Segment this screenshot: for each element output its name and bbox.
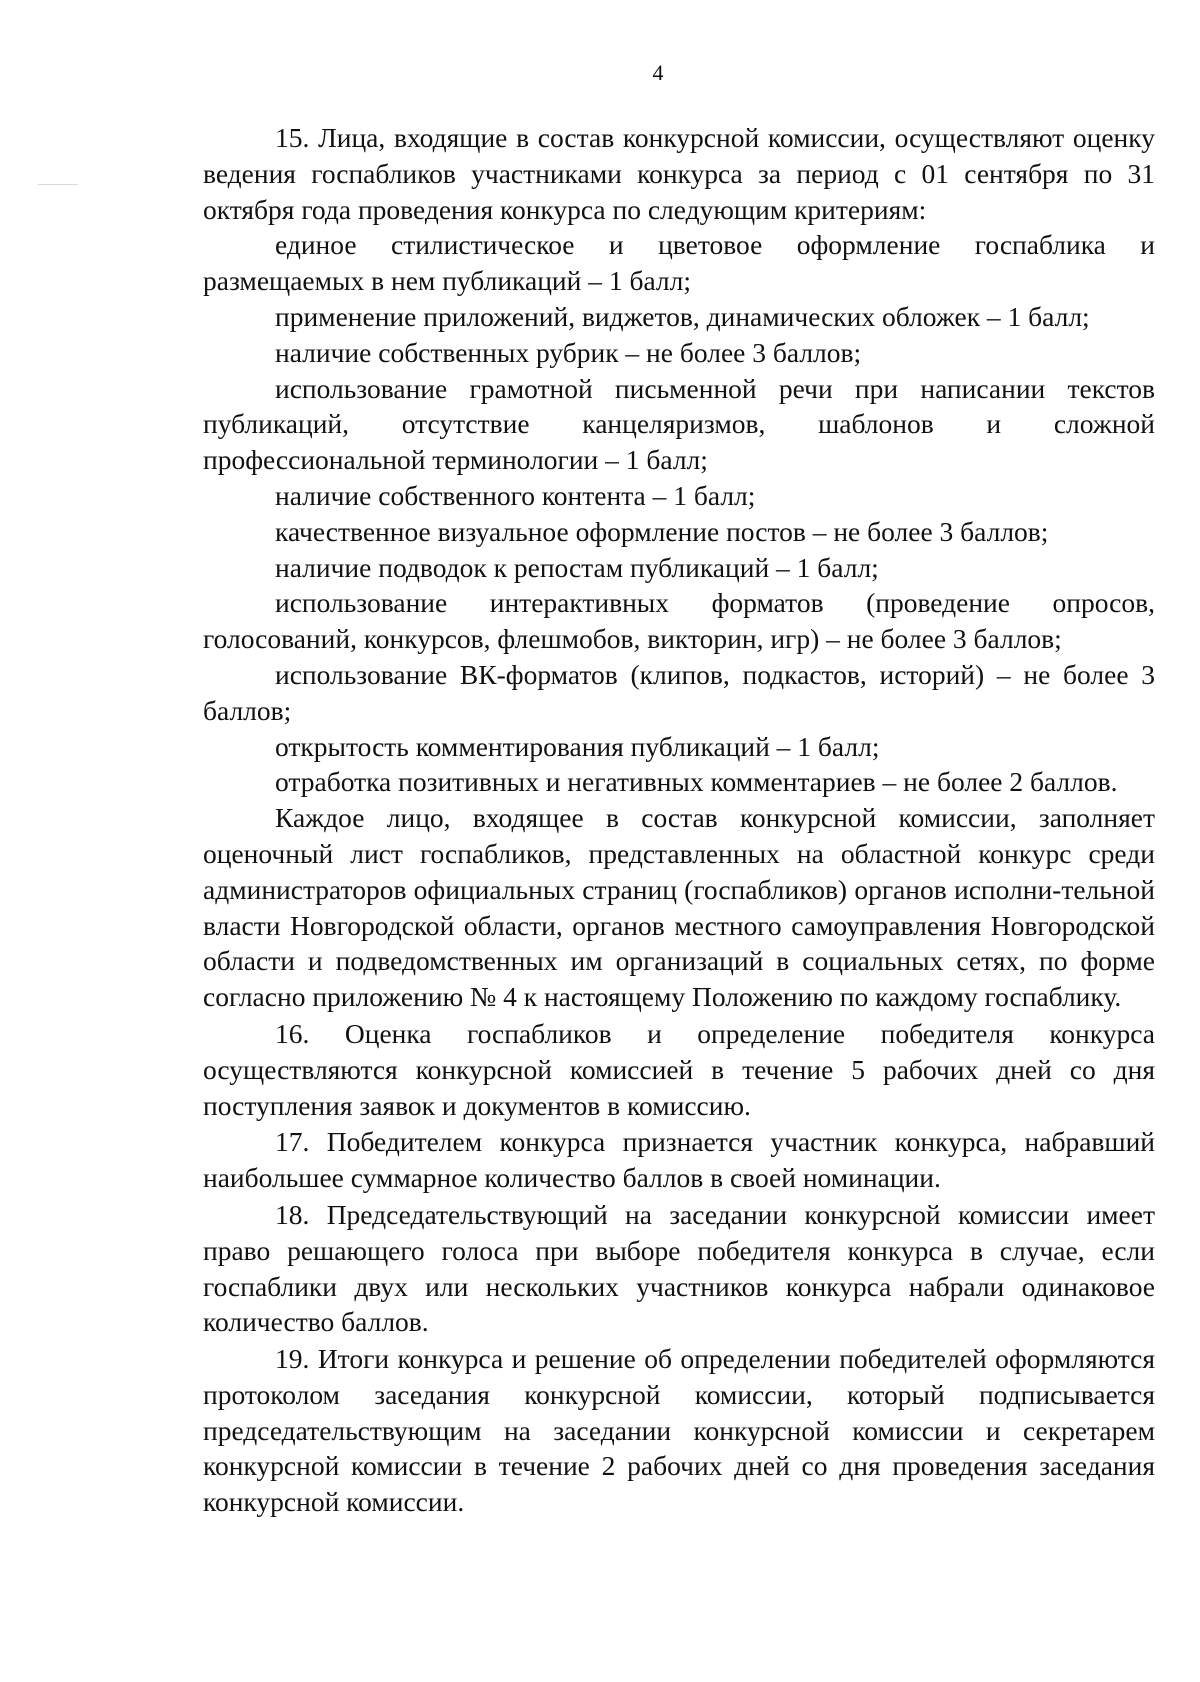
paragraph-18: 18. Председательствующий на заседании конкурсной комиссии имеет право решающего голоса при выборе победителя конкурса в случае, если госпаблики двух или нескольких участников конкурса набрали одинаковое количество баллов. xyxy=(203,1198,1155,1338)
criterion-item: открытость комментирования публикаций – 1 балл; xyxy=(275,730,880,762)
criterion-item: единое стилистическое и цветовое оформление госпаблика и размещаемых в нем публикаций – 1 балл; xyxy=(203,229,1155,297)
criterion-item: отработка позитивных и негативных комментариев – не более 2 баллов. xyxy=(275,766,1118,798)
criterion-item: использование грамотной письменной речи при написании текстов публикаций, отсутствие канцеляризмов, шаблонов и сложной профессиональной терминологии – 1 балл; xyxy=(203,372,1155,476)
scan-artifact xyxy=(38,184,78,185)
paragraph-19: 19. Итоги конкурса и решение об определении победителей оформляются протоколом заседания конкурсной комиссии, который подписывается председательствующим на заседании конкурсной комиссии и секретарем конкурсной комиссии в течение 2 рабочих дней со дня проведения заседания конкурсной комиссии. xyxy=(203,1343,1155,1518)
evaluation-criteria-list xyxy=(203,227,1155,800)
criterion-item: наличие собственных рубрик – не более 3 баллов; xyxy=(275,336,862,368)
criterion-item: использование ВК-форматов (клипов, подкастов, историй) – не более 3 баллов; xyxy=(203,658,1155,726)
paragraph-16: 16. Оценка госпабликов и определение победителя конкурса осуществляются конкурсной комиссией в течение 5 рабочих дней со дня поступления заявок и документов в комиссию. xyxy=(203,1017,1155,1121)
criterion-item: наличие собственного контента – 1 балл; xyxy=(275,479,756,511)
criterion-item: использование интерактивных форматов (проведение опросов, голосований, конкурсов, флешмобов, викторин, игр) – не более 3 баллов; xyxy=(203,587,1155,655)
page-number: 4 xyxy=(652,60,664,85)
criterion-item: применение приложений, виджетов, динамических обложек – 1 балл; xyxy=(275,300,1090,332)
document-body xyxy=(203,120,1155,1520)
paragraph-15-evaluation-sheet: Каждое лицо, входящее в состав конкурсной комиссии, заполняет оценочный лист госпабликов, представленных на областной конкурс среди администраторов официальных страниц (госпабликов) органов исполни-тельной власти Новгородской области, органов местного самоуправления Новгородской области и подведомственных им организаций в социальных сетях, по форме согласно приложению № 4 к настоящему Положению по каждому госпаблику. xyxy=(203,802,1155,1013)
criterion-item: наличие подводок к репостам публикаций – 1 балл; xyxy=(275,551,879,583)
criterion-item: качественное визуальное оформление постов – не более 3 баллов; xyxy=(275,515,1049,547)
paragraph-15-intro: 15. Лица, входящие в состав конкурсной комиссии, осуществляют оценку ведения госпабликов участниками конкурса за период с 01 сентября по 31 октября года проведения конкурса по следующим критериям: xyxy=(203,122,1155,225)
paragraph-17: 17. Победителем конкурса признается участник конкурса, набравший наибольшее суммарное количество баллов в своей номинации. xyxy=(203,1126,1155,1194)
